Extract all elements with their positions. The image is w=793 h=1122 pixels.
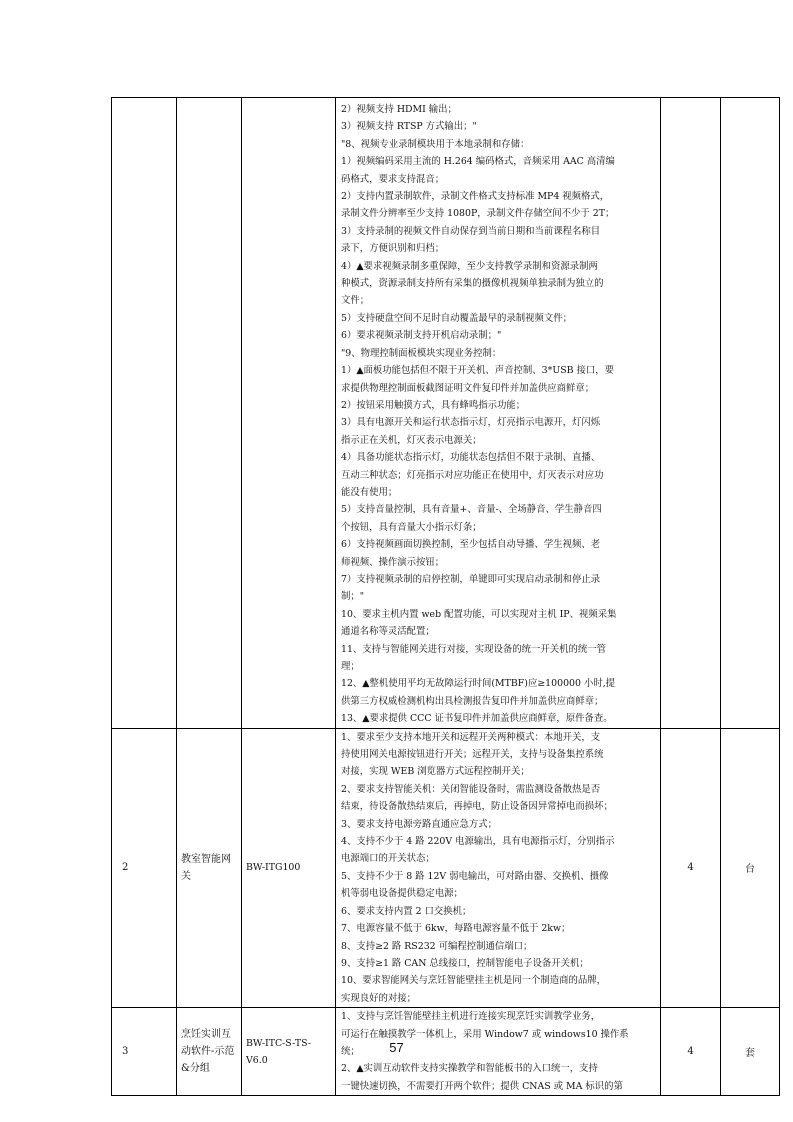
- spec-line: 7、电源容量不低于 6kw，每路电源容量不低于 2kw；: [341, 923, 571, 935]
- spec-line: 7）支持视频录制的启停控制，单键即可实现启动录制和停止录: [341, 573, 601, 585]
- spec-line: 指示正在关机，灯灭表示电源关；: [341, 434, 482, 446]
- spec-line: 2）按钮采用触摸方式，具有蜂鸣指示功能；: [341, 399, 526, 411]
- spec-line: 4）▲要求视频录制多重保障，至少支持教学录制和资源录制两: [341, 260, 598, 272]
- spec-line: 种模式，资源录制支持所有采集的摄像机视频单独录制为独立的: [341, 278, 604, 290]
- spec-line: 10、要求主机内置 web 配置功能，可以实现对主机 IP、视频采集: [341, 608, 617, 620]
- spec-line: 能没有使用；: [341, 486, 398, 498]
- spec-line: 师视频、操作演示按钮；: [341, 556, 445, 568]
- spec-line: "9、物理控制面板模块实现业务控制：: [341, 347, 502, 359]
- spec-line: 5）支持硬盘空间不足时自动覆盖最早的录制视频文件；: [341, 312, 572, 324]
- spec-line: 3）视频支持 RTSP 方式输出；": [341, 121, 477, 133]
- spec-line: 6）支持视频画面切换控制，至少包括自动导播、学生视频、老: [341, 539, 601, 551]
- model-number: BW-ITC-S-TS-V6.0: [242, 1008, 336, 1096]
- spec-line: 制；": [341, 591, 365, 603]
- spec-line: 4、支持不少于 4 路 220V 电源输出，具有电源指示灯，分别指示: [341, 836, 615, 848]
- spec-line: 12、▲整机使用平均无故障运行时间(MTBF)应≥100000 小时,提: [341, 678, 616, 690]
- unit: 套: [721, 1008, 780, 1096]
- spec-line: 一键快速切换，不需要打开两个软件；提供 CNAS 或 MA 标识的第: [341, 1080, 623, 1092]
- spec-line: 求提供物理控制面板截图证明文件复印件并加盖供应商鲜章；: [341, 382, 595, 394]
- spec-line: 3）支持录制的视频文件自动保存到当前日期和当前课程名称目: [341, 225, 601, 237]
- spec-line: 结束，待设备散热结束后，再掉电，防止设备因异常掉电而损坏；: [341, 801, 613, 813]
- spec-line: 1）视频编码采用主流的 H.264 编码格式，音频采用 AAC 高清编: [341, 156, 615, 168]
- spec-line: 电源端口的开关状态；: [341, 853, 435, 865]
- spec-line: 11、支持与智能网关进行对接，实现设备的统一开关机的统一管: [341, 643, 607, 655]
- spec-line: 2、要求支持智能关机：关闭智能设备时，需监测设备散热是否: [341, 783, 601, 795]
- spec-line: 2、▲实训互动软件支持实操教学和智能板书的入口统一，支持: [341, 1063, 598, 1075]
- row-index: 3: [112, 1008, 177, 1096]
- model-number: BW-ITG100: [242, 728, 336, 1008]
- spec-table: [111, 97, 780, 1096]
- spec-line: 2）支持内置录制软件，录制文件格式支持标准 MP4 视频格式，: [341, 191, 610, 203]
- unit: 台: [721, 728, 780, 1008]
- spec-line: 3）具有电源开关和运行状态指示灯，灯亮指示电源开，灯闪烁: [341, 417, 601, 429]
- spec-line: 1、支持与烹饪智能壁挂主机进行连接实现烹饪实训教学业务，: [341, 1011, 601, 1023]
- row-index: 2: [112, 728, 177, 1008]
- spec-line: 录下，方便识别和归档；: [341, 243, 445, 255]
- table-row: [112, 728, 780, 1008]
- spec-line: 2）视频支持 HDMI 输出；: [341, 104, 457, 115]
- spec-line: 可运行在触摸教学一体机上，采用 Window7 或 windows10 操作系: [341, 1028, 629, 1040]
- spec-line: 通道名称等灵活配置；: [341, 626, 435, 638]
- spec-line: 供第三方权威检测机构出具检测报告复印件并加盖供应商鲜章；: [341, 695, 604, 707]
- spec-line: 持使用网关电源按钮进行开关；远程开关，支持与设备集控系统: [341, 749, 604, 761]
- spec-line: 理；: [341, 661, 360, 672]
- spec-line: 对接，实现 WEB 浏览器方式远程控制开关；: [341, 766, 530, 778]
- quantity: [661, 98, 721, 729]
- spec-line: 6、要求支持内置 2 口交换机；: [341, 905, 472, 917]
- spec-line: 互动三种状态；灯亮指示对应功能正在使用中，灯灭表示对应功: [341, 469, 604, 481]
- spec-line: 1、要求至少支持本地开关和远程开关两种模式：本地开关，支: [341, 731, 601, 743]
- table-row: [112, 98, 780, 729]
- spec-line: 1）▲面板功能包括但不限于开关机、声音控制、3*USB 接口，要: [341, 365, 615, 377]
- spec-line: 文件；: [341, 295, 370, 307]
- spec-line: 统；: [341, 1045, 360, 1057]
- spec-line: 码格式，要求支持混音；: [341, 173, 445, 185]
- spec-line: 5）支持音量控制，具有音量+、音量-、全场静音、学生静音四: [341, 504, 602, 516]
- spec-line: 4）具备功能状态指示灯，功能状态包括但不限于录制、直播、: [341, 452, 601, 464]
- model-number: [242, 98, 336, 729]
- product-name: 烹饪实训互动软件-示范&分组: [177, 1008, 242, 1096]
- row-index: [112, 98, 177, 729]
- spec-line: 个按钮，具有音量大小指示灯条；: [341, 521, 482, 533]
- quantity: 4: [661, 728, 721, 1008]
- spec-description: [336, 728, 661, 1008]
- quantity: 4: [661, 1008, 721, 1096]
- spec-line: 10、要求智能网关与烹饪智能壁挂主机是同一个制造商的品牌，: [341, 975, 607, 987]
- product-name: 教室智能网关: [177, 728, 242, 1008]
- spec-description: [336, 98, 661, 729]
- spec-line: 6）要求视频录制支持开机启动录制；": [341, 330, 502, 342]
- spec-line: 8、支持≥2 路 RS232 可编程控制通信端口；: [341, 940, 533, 952]
- spec-line: 5、支持不少于 8 路 12V 弱电输出，可对路由器、交换机、摄像: [341, 870, 609, 882]
- spec-line: 实现良好的对接；: [341, 992, 417, 1004]
- spec-line: 机等弱电设备提供稳定电源；: [341, 888, 463, 900]
- spec-line: "8、视频专业录制模块用于本地录制和存储：: [341, 138, 530, 150]
- spec-line: 9、支持≥1 路 CAN 总线接口，控制智能电子设备开关机；: [341, 957, 589, 969]
- unit: [721, 98, 780, 729]
- page-number: 57: [389, 1040, 404, 1055]
- spec-line: 13、▲要求提供 CCC 证书复印件并加盖供应商鲜章，原件备查。: [341, 713, 613, 725]
- spec-line: 录制文件分辨率至少支持 1080P，录制文件存储空间不少于 2T；: [341, 208, 615, 220]
- product-name: [177, 98, 242, 729]
- spec-line: 3、要求支持电源旁路直通应急方式；: [341, 818, 497, 830]
